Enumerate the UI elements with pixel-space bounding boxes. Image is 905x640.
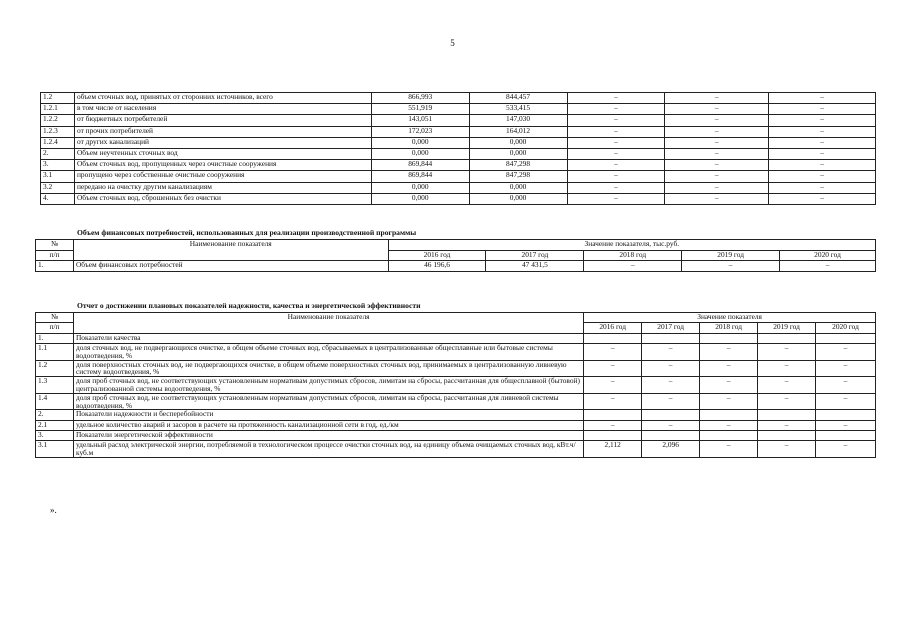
row-value-2019: – [758, 420, 816, 430]
row-value-2020: – [780, 261, 876, 272]
header-value: Значение показателя, тыс.руб. [388, 240, 875, 251]
row-name: доля сточных вод, не подвергающихся очистке, в общем объеме сточных вод, сбрасываемых в централизованные общесплавные или бытовые системы водоотведения, % [73, 344, 583, 361]
wastewater-volume-table [40, 92, 876, 205]
row-value-2017: 0,000 [469, 137, 567, 148]
row-value-2017: 2,096 [642, 441, 700, 458]
row-number: 1.2.4 [41, 137, 75, 148]
row-value-2019: – [758, 393, 816, 410]
row-name: от бюджетных потребителей [74, 115, 371, 126]
row-name: Показатели энергетической эффективности [73, 431, 583, 441]
row-value-2017: 0,000 [469, 193, 567, 204]
row-name: Объем сточных вод, пропущенных через очистные сооружения [74, 160, 371, 171]
row-name: Показатели качества [73, 333, 583, 343]
row-name: Объем сточных вод, сброшенных без очистки [74, 193, 371, 204]
row-value-2019: – [665, 148, 769, 159]
row-value-2016: 866,993 [371, 93, 469, 104]
row-value-2018: – [567, 160, 665, 171]
row-value-2017: 533,415 [469, 104, 567, 115]
row-value-2020: – [769, 182, 876, 193]
row-value-2018: – [700, 441, 758, 458]
row-value-2018: – [567, 148, 665, 159]
table-row [41, 193, 876, 204]
row-number: 3. [36, 431, 74, 441]
row-value-2018: – [567, 104, 665, 115]
row-value-2016: 0,000 [371, 182, 469, 193]
row-name: доля поверхностных сточных вод, не подвергающихся очистке, в общем объеме поверхностных сточных вод, принимаемых в централизованную ливневую систему водоотведения, % [73, 360, 583, 377]
row-number: 2.1 [36, 420, 74, 430]
row-number: 1.3 [36, 377, 74, 394]
row-number: 1.2.2 [41, 115, 75, 126]
table-row [36, 393, 876, 410]
header-value: Значение показателя [584, 313, 876, 323]
indicators-report-table [35, 312, 876, 458]
empty-cell [816, 333, 876, 343]
header-number: № [36, 240, 74, 251]
row-value-2016: – [584, 420, 642, 430]
row-value-2019: – [665, 160, 769, 171]
row-value-2018: – [584, 261, 682, 272]
row-value-2018: – [700, 344, 758, 361]
table-row [41, 104, 876, 115]
header-year: 2018 год [700, 323, 758, 333]
header-number: № [36, 313, 74, 323]
page-number: 5 [450, 38, 455, 48]
row-value-2017: 147,030 [469, 115, 567, 126]
row-value-2019: – [665, 193, 769, 204]
row-name: от других канализаций [74, 137, 371, 148]
row-value-2016: 551,919 [371, 104, 469, 115]
row-name: доля проб сточных вод, не соответствующих установленным нормативам допустимых сбросов, лимитам на сбросы, рассчитанная для ливневой системы водоотведения, % [73, 393, 583, 410]
header-year: 2020 год [780, 250, 876, 261]
row-value-2016: – [584, 393, 642, 410]
row-value-2016: 869,844 [371, 160, 469, 171]
row-value-2020: – [816, 393, 876, 410]
table-row [36, 377, 876, 394]
indicators-report-title: Отчет о достижении плановых показателей надежности, качества и энергетической эффективности [77, 301, 421, 310]
row-value-2020: – [816, 441, 876, 458]
closing-quote: ». [50, 505, 57, 515]
row-value-2018: – [567, 93, 665, 104]
row-value-2018: – [567, 137, 665, 148]
table-row [36, 360, 876, 377]
row-value-2016: 46 196,6 [388, 261, 486, 272]
row-value-2016: 869,844 [371, 171, 469, 182]
row-number: 1.2.3 [41, 126, 75, 137]
table-row [41, 115, 876, 126]
row-value-2018: – [700, 360, 758, 377]
table-row [41, 126, 876, 137]
table-row [36, 420, 876, 430]
table-row [41, 148, 876, 159]
header-indicator-name: Наименование показателя [73, 240, 388, 261]
row-value-2017: 847,298 [469, 171, 567, 182]
section-row [36, 333, 876, 343]
row-value-2020: – [816, 360, 876, 377]
row-number: 4. [41, 193, 75, 204]
row-name: в том числе от населения [74, 104, 371, 115]
row-value-2020: – [816, 377, 876, 394]
empty-cell [642, 431, 700, 441]
row-value-2016: – [584, 377, 642, 394]
row-value-2020: – [816, 420, 876, 430]
section-row [36, 410, 876, 420]
header-year: 2017 год [642, 323, 700, 333]
row-number: 1.2 [41, 93, 75, 104]
row-value-2020: – [769, 148, 876, 159]
row-value-2020: – [769, 93, 876, 104]
row-name: объем сточных вод, принятых от сторонних источников, всего [74, 93, 371, 104]
table-row [36, 344, 876, 361]
financial-needs-title: Объем финансовых потребностей, использованных для реализации производственной программы [77, 228, 417, 237]
row-value-2020: – [769, 137, 876, 148]
row-value-2019: – [665, 171, 769, 182]
table-row [36, 261, 876, 272]
row-value-2016: 2,112 [584, 441, 642, 458]
row-value-2017: – [642, 360, 700, 377]
empty-cell [816, 431, 876, 441]
row-value-2018: – [700, 420, 758, 430]
empty-cell [758, 333, 816, 343]
row-name: удельный расход электрической энергии, потребляемой в технологическом процессе очистки сточных вод, на единицу объема очищаемых сточных вод, кВт.ч/куб.м [73, 441, 583, 458]
row-value-2017: 0,000 [469, 182, 567, 193]
row-value-2019: – [665, 115, 769, 126]
row-value-2016: – [584, 360, 642, 377]
row-value-2018: – [567, 171, 665, 182]
row-value-2019: – [665, 104, 769, 115]
row-number: 3. [41, 160, 75, 171]
row-value-2017: 164,012 [469, 126, 567, 137]
row-value-2019: – [758, 360, 816, 377]
financial-needs-table [35, 239, 876, 272]
row-value-2018: – [700, 377, 758, 394]
row-number: 1.1 [36, 344, 74, 361]
table-row [41, 160, 876, 171]
row-value-2017: 47 431,5 [486, 261, 584, 272]
header-number-pp: п/п [36, 250, 74, 261]
empty-cell [584, 431, 642, 441]
row-value-2016: 0,000 [371, 193, 469, 204]
row-number: 2. [36, 410, 74, 420]
row-value-2018: – [567, 126, 665, 137]
table-row [41, 93, 876, 104]
row-value-2017: – [642, 420, 700, 430]
empty-cell [700, 431, 758, 441]
row-name: удельное количество аварий и засоров в расчете на протяженность канализационной сети в год, ед./км [73, 420, 583, 430]
row-value-2016: 172,023 [371, 126, 469, 137]
row-value-2019: – [665, 126, 769, 137]
row-value-2018: – [567, 182, 665, 193]
table-row [41, 182, 876, 193]
empty-cell [642, 410, 700, 420]
header-number-pp: п/п [36, 323, 74, 333]
row-value-2017: 0,000 [469, 148, 567, 159]
header-indicator-name: Наименование показателя [73, 313, 583, 334]
row-value-2016: 0,000 [371, 137, 469, 148]
empty-cell [816, 410, 876, 420]
row-number: 1.2 [36, 360, 74, 377]
row-number: 2. [41, 148, 75, 159]
row-value-2019: – [665, 182, 769, 193]
empty-cell [758, 431, 816, 441]
row-number: 1.4 [36, 393, 74, 410]
row-value-2019: – [758, 344, 816, 361]
table-row [41, 137, 876, 148]
row-name: передано на очистку другим канализациям [74, 182, 371, 193]
row-value-2016: 143,051 [371, 115, 469, 126]
section-row [36, 431, 876, 441]
table-row [36, 441, 876, 458]
row-value-2017: 847,298 [469, 160, 567, 171]
row-number: 3.1 [41, 171, 75, 182]
row-value-2020: – [769, 126, 876, 137]
row-value-2018: – [567, 115, 665, 126]
row-number: 3.1 [36, 441, 74, 458]
row-value-2020: – [769, 193, 876, 204]
row-name: Объем финансовых потребностей [73, 261, 388, 272]
row-value-2017: 844,457 [469, 93, 567, 104]
row-value-2020: – [769, 171, 876, 182]
header-year: 2016 год [584, 323, 642, 333]
row-number: 1. [36, 333, 74, 343]
row-name: Показатели надежности и бесперебойности [73, 410, 583, 420]
empty-cell [584, 333, 642, 343]
row-value-2019: – [758, 377, 816, 394]
row-number: 1. [36, 261, 74, 272]
row-value-2016: – [584, 344, 642, 361]
header-year: 2019 год [758, 323, 816, 333]
row-name: доля проб сточных вод, не соответствующих установленным нормативам допустимых сбросов, лимитам на сбросы, рассчитанная для общесплавной (бытовой) централизованной системы водоотведения, % [73, 377, 583, 394]
row-value-2020: – [769, 115, 876, 126]
header-year: 2016 год [388, 250, 486, 261]
row-number: 3.2 [41, 182, 75, 193]
row-value-2019: – [665, 137, 769, 148]
table-row [41, 171, 876, 182]
row-value-2020: – [769, 104, 876, 115]
row-value-2019: – [682, 261, 780, 272]
empty-cell [584, 410, 642, 420]
row-value-2016: 0,000 [371, 148, 469, 159]
header-year: 2018 год [584, 250, 682, 261]
row-number: 1.2.1 [41, 104, 75, 115]
row-value-2018: – [567, 193, 665, 204]
row-value-2019: – [758, 441, 816, 458]
row-name: пропущено через собственные очистные сооружения [74, 171, 371, 182]
row-name: от прочих потребителей [74, 126, 371, 137]
row-name: Объем неучтенных сточных вод [74, 148, 371, 159]
header-year: 2020 год [816, 323, 876, 333]
header-year: 2017 год [486, 250, 584, 261]
empty-cell [758, 410, 816, 420]
row-value-2018: – [700, 393, 758, 410]
row-value-2017: – [642, 344, 700, 361]
row-value-2020: – [816, 344, 876, 361]
row-value-2020: – [769, 160, 876, 171]
empty-cell [700, 333, 758, 343]
header-year: 2019 год [682, 250, 780, 261]
row-value-2019: – [665, 93, 769, 104]
empty-cell [700, 410, 758, 420]
row-value-2017: – [642, 377, 700, 394]
empty-cell [642, 333, 700, 343]
row-value-2017: – [642, 393, 700, 410]
